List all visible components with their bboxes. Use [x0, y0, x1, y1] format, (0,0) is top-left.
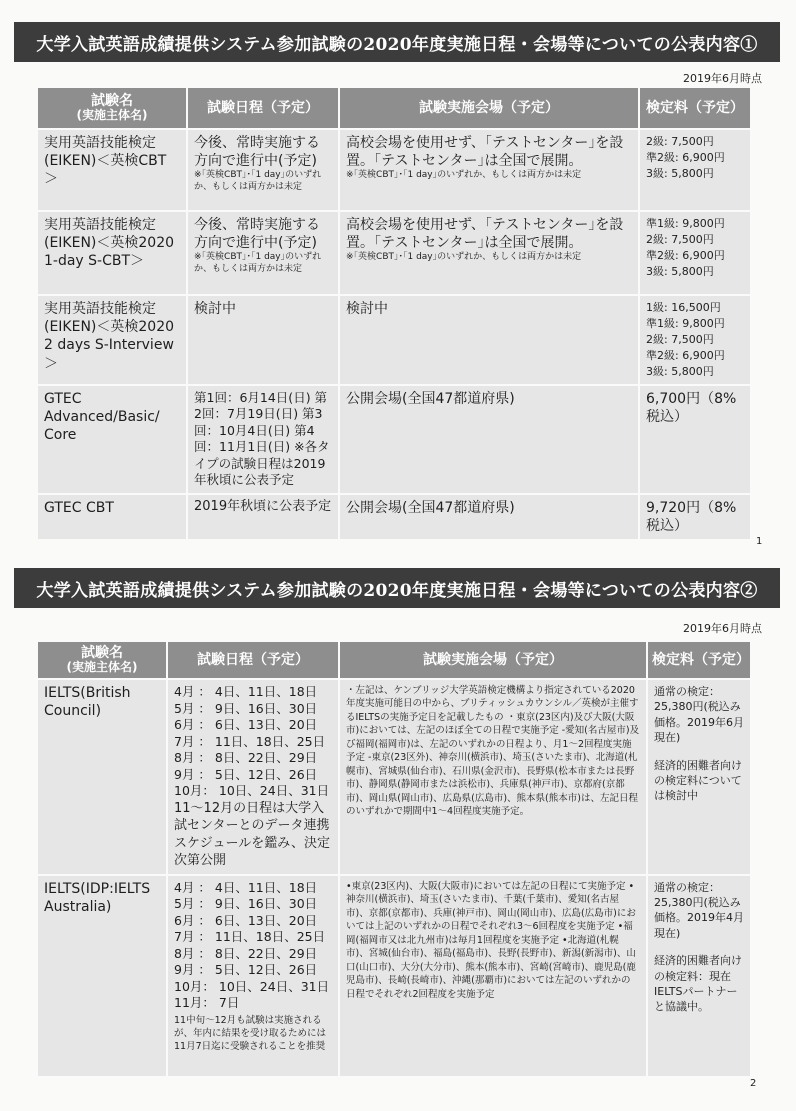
table-row [38, 296, 750, 384]
table-row [38, 495, 750, 539]
exam-fee: 準1級: 9,800円 2級: 7,500円 準2級: 6,900円 3級: 5,800円 [640, 212, 750, 294]
exam-venue: ・左記は、ケンブリッジ大学英語検定機構より指定されている2020年度実施可能日の中から、ブリティッシュカウンシル／英検が主催するIELTSの実施予定日を記載したもの ・東京(23区内)及び大阪(大阪市)においては、左記のほぼ全ての日程で実施予定 -愛知(名古屋市)及び福岡(福岡市)は、左記のいずれかの日程より、月1～2回程度実施予定 -東京(23区外)、神奈川(横浜市)、埼玉(さいたま市)、北海道(札幌市)、宮城県(仙台市)、石川県(金沢市)、長野県(松本市または長野市)、静岡県(静岡市または浜松市)、兵庫県(神戸市)、京都府(京都市)、岡山県(岡山市)、広島県(広島市)、熊本県(熊本市)は、左記日程のいずれかで期間中1～4回程度実施予定。 [340, 680, 646, 874]
table-row [38, 876, 750, 1076]
exam-fee: 通常の検定： 25,380円(税込み価格。2019年4月現在) 経済的困難者向けの検定料：現在IELTSパートナーと協議中。 [648, 876, 750, 1076]
exam-venue: 検討中 [340, 296, 638, 384]
header-venue: 試験実施会場（予定） [340, 88, 638, 128]
exam-schedule: 4月 ： 4日、11日、18日 5月 ： 9日、16日、30日 6月 ： 6日、13日、20日 7月 ： 11日、18日、25日 8月 ： 8日、22日、29日 9月 ： 5日、12日、26日 10月： 10日、24日、31日 11～12月の日程は大学入試センターとのデータ連携スケジュールを鑑み、決定次第公開 [168, 680, 338, 874]
header-venue: 試験実施会場（予定） [340, 642, 646, 678]
exam-fee: 2級: 7,500円 準2級: 6,900円 3級: 5,800円 [640, 130, 750, 210]
header-fee: 検定料（予定） [648, 642, 750, 678]
header-name: 試験名 (実施主体名) [38, 88, 186, 128]
exam-schedule: 今後、常時実施する方向で進行中(予定) ※｢英検CBT｣･｢1 day｣のいずれか、もしくは両方かは未定 [188, 130, 338, 210]
table-row [38, 680, 750, 874]
exam-venue: 高校会場を使用せず、｢テストセンター｣を設置。｢テストセンター｣は全国で展開。 ※｢英検CBT｣･｢1 day｣のいずれか、もしくは両方かは未定 [340, 212, 638, 294]
page2-as-of: 2019年6月時点 [683, 622, 762, 635]
exam-name: 実用英語技能検定(EIKEN)＜英検CBT＞ [38, 130, 186, 210]
exam-name: IELTS(IDP:IELTS Australia) [38, 876, 166, 1076]
header-fee: 検定料（予定） [640, 88, 750, 128]
exam-name: 実用英語技能検定(EIKEN)＜英検2020 1-day S-CBT＞ [38, 212, 186, 294]
page1-table [36, 86, 752, 541]
exam-fee: 9,720円（8%税込） [640, 495, 750, 539]
exam-venue: •東京(23区内)、大阪(大阪市)においては左記の日程にて実施予定 •神奈川(横浜市)、埼玉(さいたま市)、千葉(千葉市)、愛知(名古屋市)、京都(京都市)、兵庫(神戸市)、岡山(岡山市)、広島(広島市)においては上記のいずれかの日程でそれぞれ3～6回程度を実施予定 •福岡(福岡市又は北九州市)は毎月1回程度を実施予定 •北海道(札幌市)、宮城(仙台市)、福島(福島市)、長野(長野市)、新潟(新潟市)、山口(山口市)、大分(大分市)、熊本(熊本市)、宮崎(宮崎市)、鹿児島(鹿児島市)、長崎(長崎市)、沖縄(那覇市)においては左記のいずれかの日程でそれぞれ2回程度を実施予定 [340, 876, 646, 1076]
exam-schedule: 4月 ： 4日、11日、18日 5月 ： 9日、16日、30日 6月 ： 6日、13日、20日 7月 ： 11日、18日、25日 8月 ： 8日、22日、29日 9月 ： 5日、12日、26日 10月： 10日、24日、31日 11月： 7日 11中旬～12月も試験は実施されるが、年内に結果を受け取るためには11月7日迄に受験されることを推奨 [168, 876, 338, 1076]
exam-name: 実用英語技能検定(EIKEN)＜英検2020 2 days S-Interview＞ [38, 296, 186, 384]
page1-number: 1 [756, 536, 763, 547]
page1-as-of: 2019年6月時点 [683, 72, 762, 85]
exam-fee: 通常の検定： 25,380円(税込み価格。2019年6月現在) 経済的困難者向けの検定料については検討中 [648, 680, 750, 874]
table-row [38, 212, 750, 294]
exam-schedule: 2019年秋頃に公表予定 [188, 495, 338, 539]
exam-fee: 1級: 16,500円 準1級: 9,800円 2級: 7,500円 準2級: 6,900円 3級: 5,800円 [640, 296, 750, 384]
header-schedule: 試験日程（予定） [168, 642, 338, 678]
exam-venue: 公開会場(全国47都道府県) [340, 495, 638, 539]
page1-header-row [38, 88, 750, 128]
page2-table [36, 640, 752, 1078]
table-row [38, 130, 750, 210]
header-schedule: 試験日程（予定） [188, 88, 338, 128]
exam-venue: 高校会場を使用せず、｢テストセンター｣を設置。｢テストセンター｣は全国で展開。 ※｢英検CBT｣･｢1 day｣のいずれか、もしくは両方かは未定 [340, 130, 638, 210]
page2-header-row [38, 642, 750, 678]
table-row [38, 386, 750, 493]
exam-fee: 6,700円（8%税込） [640, 386, 750, 493]
page2-banner: 大学入試英語成績提供システム参加試験の2020年度実施日程・会場等についての公表内容② [14, 568, 780, 608]
page1-banner: 大学入試英語成績提供システム参加試験の2020年度実施日程・会場等についての公表内容① [14, 22, 780, 62]
exam-venue: 公開会場(全国47都道府県) [340, 386, 638, 493]
exam-name: IELTS(British Council) [38, 680, 166, 874]
header-name: 試験名 (実施主体名) [38, 642, 166, 678]
page2-number: 2 [750, 1078, 757, 1089]
exam-schedule: 今後、常時実施する方向で進行中(予定) ※｢英検CBT｣･｢1 day｣のいずれか、もしくは両方かは未定 [188, 212, 338, 294]
exam-schedule: 第1回：6月14日(日) 第2回：7月19日(日) 第3回：10月4日(日) 第4回：11月1日(日) ※各タイプの試験日程は2019年秋頃に公表予定 [188, 386, 338, 493]
exam-name: GTEC Advanced/Basic/ Core [38, 386, 186, 493]
exam-name: GTEC CBT [38, 495, 186, 539]
exam-schedule: 検討中 [188, 296, 338, 384]
